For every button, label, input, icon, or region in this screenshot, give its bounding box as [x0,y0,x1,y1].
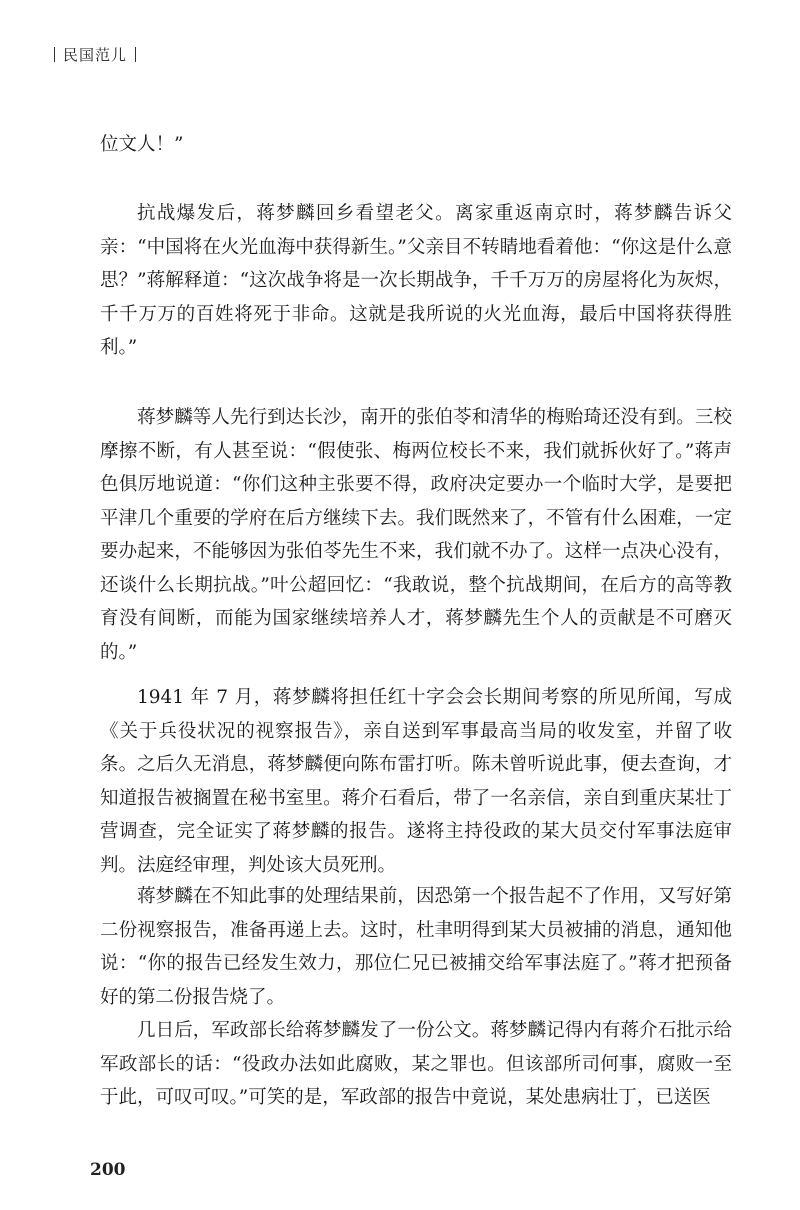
header-left-divider [54,47,55,62]
paragraph-report-1941: 1941 年 7 月，蒋梦麟将担任红十字会会长期间考察的所见所闻，写成《关于兵役状况的视察报告》，亲自送到军事最高当局的收发室，并留了收条。之后久无消息，蒋梦麟便向陈布雷打听。陈未曾听说此事，便去查询，才知道报告被搁置在秘书室里。蒋介石看后，带了一名亲信，亲自到重庆某壮丁营调查，完全证实了蒋梦麟的报告。遂将主持役政的某大员交付军事法庭审判。法庭经审理，判处该大员死刑。 [100,687,732,876]
paragraph-continuation: 位文人！” [100,134,184,155]
paragraph-war-outbreak: 抗战爆发后，蒋梦麟回乡看望老父。离家重返南京时，蒋梦麟告诉父亲：“中国将在火光血海中获得新生。”父亲目不转睛地看着他：“你这是什么意思？”蒋解释道：“这次战争将是一次长期战争，千千万万的房屋将化为灰烬，千千万万的百姓将死于非命。这就是我所说的火光血海，最后中国将获得胜利。” [100,203,732,358]
book-title: 民国范儿 [63,46,128,64]
paragraph-changsha: 蒋梦麟等人先行到达长沙，南开的张伯苓和清华的梅贻琦还没有到。三校摩擦不断，有人甚至说：“假使张、梅两位校长不来，我们就拆伙好了。”蒋声色俱厉地说道：“你们这种主张要不得，政府决定要办一个临时大学，是要把平津几个重要的学府在后方继续下去。我们既然来了，不管有什么困难，一定要办起来，不能够因为张伯苓先生不来，我们就不办了。这样一点决心没有，还谈什么长期抗战。”叶公超回忆：“我敢说，整个抗战期间，在后方的高等教育没有间断，而能为国家继续培养人才，蒋梦麟先生个人的贡献是不可磨灭的。” [100,407,732,663]
paragraph-second-report: 蒋梦麟在不知此事的处理结果前，因恐第一个报告起不了作用，又写好第二份视察报告，准备再递上去。这时，杜聿明得到某大员被捕的消息，通知他说：“你的报告已经发生效力，那位仁兄已被捕交给军事法庭了。”蒋才把预备好的第二份报告烧了。 [100,886,732,1008]
paragraph-official-document: 几日后，军政部长给蒋梦麟发了一份公文。蒋梦麟记得内有蒋介石批示给军政部长的话：“役政办法如此腐败，某之罪也。但该部所司何事，腐败一至于此，可叹可叹。”可笑的是，军政部的报告中竟说，某处患病壮丁，已送医 [100,1020,732,1108]
running-header [46,44,144,65]
header-right-divider [135,47,136,62]
page-number: 200 [90,1160,126,1180]
